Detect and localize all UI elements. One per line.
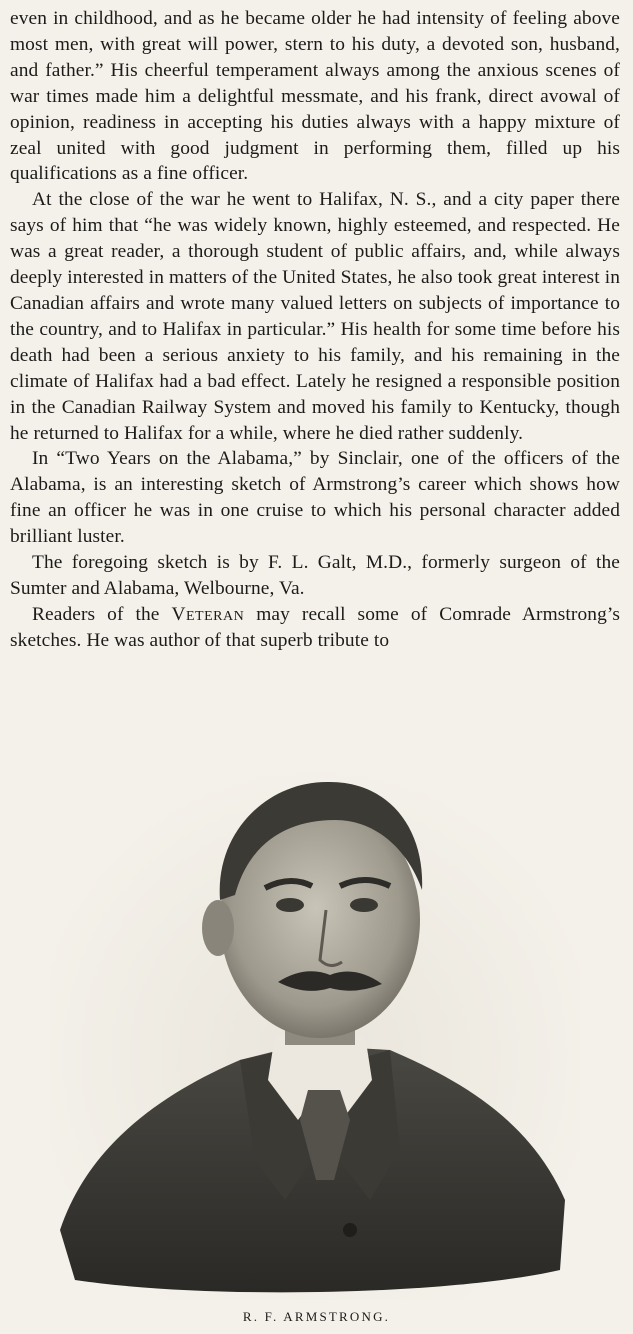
paragraph-4: The foregoing sketch is by F. L. Galt, M.D., formerly surgeon of the Sumter and Alabama, Welbourne, Va. [10, 552, 620, 599]
paragraph-5 [10, 602, 620, 654]
paragraph-5-lead: Readers of the [32, 603, 172, 625]
paragraph-3: In “Two Years on the Alabama,” by Sinclair, one of the officers of the Alabama, is an interesting sketch of Armstrong’s career which shows how fine an officer he was in one cruise to which his personal character added brilliant luster. [10, 448, 620, 548]
veteran-smallcaps: Veteran [171, 603, 245, 625]
paragraph-5-rest: may recall some of Comrade Armstrong’s sketches. He was author of that superb tribute to [10, 603, 620, 651]
article-text [10, 6, 620, 654]
portrait-caption: R. F. ARMSTRONG. [242, 1309, 391, 1324]
paragraph-2: At the close of the war he went to Halifax, N. S., and a city paper there says of him that “he was widely known, highly esteemed, and respected. He was a great reader, a thorough student of public affairs, and, while always deeply interested in matters of the United States, he also took great interest in Canadian affairs and wrote many valued letters on subjects of importance to the country, and to Halifax in particular.” His health for some time before his death had been a serious anxiety to his family, and his remaining in the climate of Halifax had a bad effect. Lately he resigned a responsible position in the Canadian Railway System and moved his family to Kentucky, though he returned to Halifax for a while, where he died rather suddenly. [10, 189, 620, 444]
paragraph-1: even in childhood, and as he became older he had intensity of feeling above most men, with great will power, stern to his duty, a devoted son, husband, and father.” His cheerful temperament always among the anxious scenes of war times made him a delightful messmate, and his frank, direct avowal of opinion, readiness in accepting his duties always with a happy mixture of zeal united with good judgment in performing them, filled up his qualifications as a fine officer. [10, 8, 620, 185]
portrait-image [50, 760, 580, 1300]
